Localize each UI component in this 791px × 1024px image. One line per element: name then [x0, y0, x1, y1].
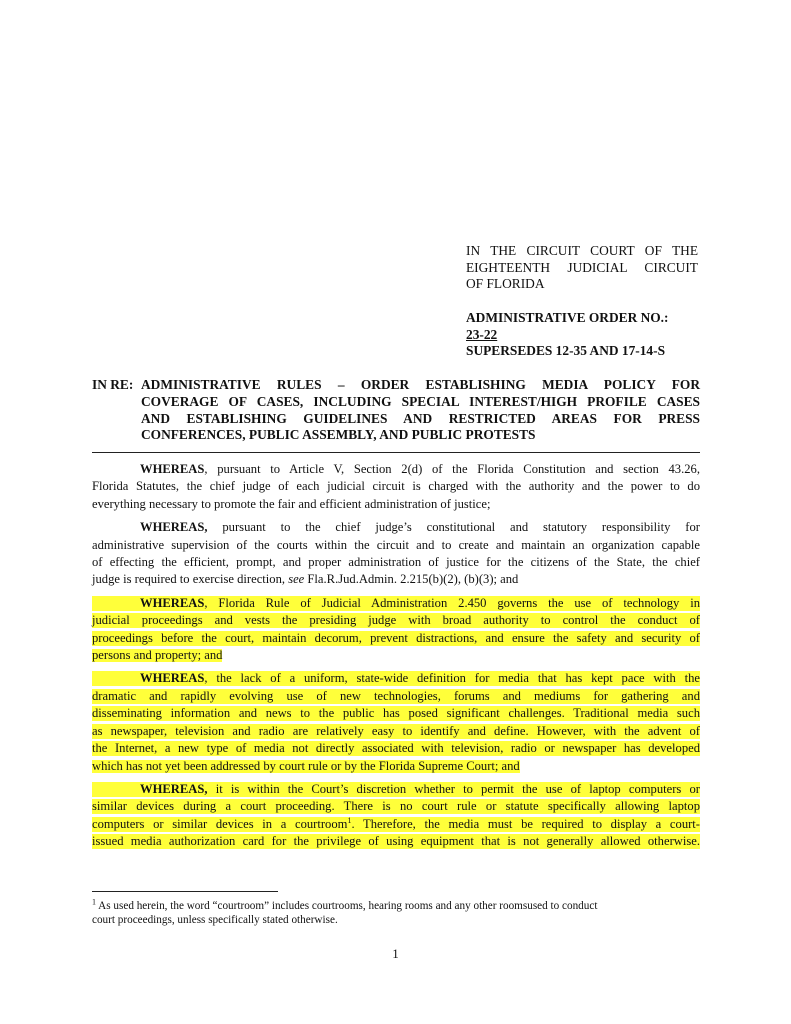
paragraph-line: the Internet, a new type of media not directly associated with television, radio or newspaper has developed: [92, 740, 700, 757]
in-re-label: IN RE:: [92, 377, 134, 392]
whereas-paragraph-5: WHEREAS, it is within the Court’s discretion whether to permit the use of laptop computers or similar devices during a court proceeding. There is no court rule or statute specifically allowing laptop computers or similar devices in a courtroom$^1$. Therefore, the media must be required to display a court- issued media authorization card for the privilege of using equipment that is not generally allowed otherwise.: [92, 781, 700, 851]
whereas-paragraph-4: [92, 670, 700, 774]
court-caption: [466, 243, 698, 293]
paragraph-line: , pursuant to Article V, Section 2(d) of the Florida Constitution and section 43.26,: [204, 462, 700, 476]
whereas-lead: WHEREAS: [140, 595, 205, 610]
paragraph-line: issued media authorization card for the privilege of using equipment that is not generally allowed otherwise.: [92, 833, 700, 850]
paragraph-line: , Florida Rule of Judicial Administration 2.450 governs the use of technology in: [204, 595, 700, 610]
whereas-lead: WHEREAS: [140, 671, 205, 686]
paragraph-line: administrative supervision of the courts within the circuit and to create and maintain an organization capable: [92, 537, 700, 552]
footnote-text: court proceedings, unless specifically stated otherwise.: [92, 914, 338, 926]
whereas-lead: WHEREAS,: [140, 520, 208, 535]
whereas-paragraph-1: [92, 461, 700, 513]
paragraph-line: as newspaper, television and radio are relatively easy to identify and define. However, with the advent of: [92, 723, 700, 740]
footnote-marker: 1: [92, 897, 96, 907]
footnote-divider: [92, 891, 278, 892]
in-re-line: ADMINISTRATIVE RULES – ORDER ESTABLISHING MEDIA POLICY FOR: [141, 377, 700, 392]
paragraph-line: Therefore, the media must be required to display a court-: [363, 816, 700, 831]
court-line-2: EIGHTEENTH JUDICIAL CIRCUIT: [466, 259, 698, 275]
document-body: [92, 461, 700, 857]
paragraph-line: computers or similar devices in a courtroom: [92, 816, 348, 831]
order-block: [466, 310, 716, 360]
paragraph-line: it is within the Court’s discretion whether to permit the use of laptop computers or: [207, 781, 700, 796]
court-line-1: IN THE CIRCUIT COURT OF THE: [466, 243, 698, 258]
paragraph-line: proceedings before the court, maintain decorum, prevent distractions, and ensure the safety and security of: [92, 630, 700, 647]
paragraph-line-wrap: [92, 647, 700, 664]
paragraph-line: everything necessary to promote the fair and efficient administration of justice;: [92, 496, 491, 511]
whereas-paragraph-2: [92, 519, 700, 589]
paragraph-line: dramatic and rapidly evolving use of new technologies, forums and mediums for gathering and: [92, 688, 700, 705]
court-line-3: OF FLORIDA: [466, 276, 545, 291]
paragraph-line: disseminating information and news to the public has posed significant challenges. Traditional media such: [92, 705, 700, 722]
paragraph-line: judge is required to exercise direction,: [92, 572, 289, 587]
paragraph-line: , the lack of a uniform, state-wide definition for media that has kept pace with the: [204, 671, 700, 686]
paragraph-line: similar devices during a court proceeding. There is no court rule or statute specifically allowing laptop: [92, 798, 700, 815]
footnote-reference[interactable]: 1: [347, 815, 352, 825]
footnote-text: As used herein, the word “courtroom” includes courtrooms, hearing rooms and any other roomsused to conduct: [96, 900, 598, 912]
citation-signal: see: [288, 572, 305, 587]
page-number: 1: [392, 946, 399, 961]
paragraph-line: persons and property; and: [92, 648, 223, 663]
paragraph-line: of effecting the efficient, prompt, and proper administration of justice for the citizens of the State, the chief: [92, 555, 700, 570]
paragraph-line: judicial proceedings and vests the presiding judge with broad authority to control the conduct of: [92, 612, 700, 629]
order-number: 23-22: [466, 326, 498, 342]
whereas-paragraph-3: [92, 595, 700, 665]
in-re-line: COVERAGE OF CASES, INCLUDING SPECIAL INTEREST/HIGH PROFILE CASES: [141, 393, 700, 409]
supersedes: SUPERSEDES 12-35 AND 17-14-S: [466, 343, 666, 358]
in-re-title: [141, 377, 700, 444]
paragraph-line: which has not yet been addressed by court rule or by the Florida Supreme Court; and: [92, 758, 520, 773]
paragraph-line: Florida Statutes, the chief judge of each judicial circuit is charged with the authority and the power to do: [92, 479, 700, 494]
in-re-line: CONFERENCES, PUBLIC ASSEMBLY, AND PUBLIC PROTESTS: [141, 427, 536, 443]
whereas-lead: WHEREAS,: [140, 781, 208, 796]
paragraph-line: pursuant to the chief judge’s constitutional and statutory responsibility for: [207, 520, 700, 535]
footnote: [92, 899, 692, 927]
whereas-lead: WHEREAS: [140, 462, 205, 476]
citation: Fla.R.Jud.Admin. 2.215(b)(2), (b)(3); and: [304, 572, 519, 587]
section-divider: [92, 452, 700, 453]
in-re-line: AND ESTABLISHING GUIDELINES AND RESTRICTED AREAS FOR PRESS: [141, 410, 700, 426]
paragraph-line-wrap: [92, 758, 700, 775]
order-label: ADMINISTRATIVE ORDER NO.:: [466, 310, 669, 325]
